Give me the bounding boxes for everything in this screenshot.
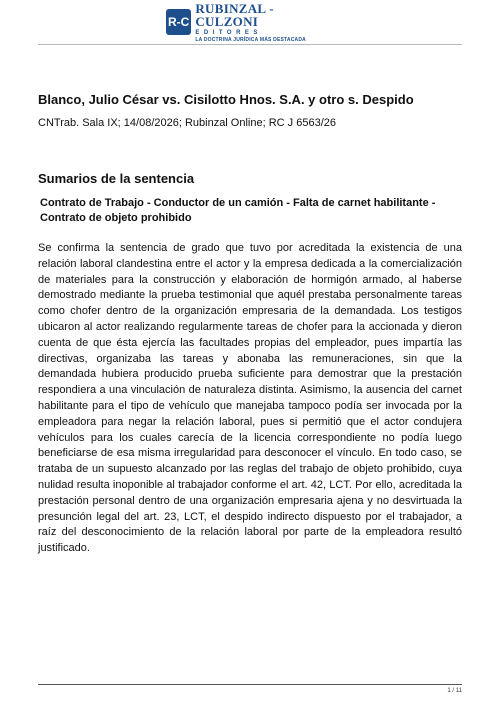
publisher-logo (166, 0, 336, 43)
footer-divider (38, 684, 462, 685)
summary-body: Se confirma la sentencia de grado que tuvo por acreditada la existencia de una relación laboral clandestina entre el actor y la empresa dedicada a la comercialización de materiales para la construcción y elaboración de hormigón armado, al haberse demostrado mediante la prueba testimonial que aquél prestaba personalmente tareas como chofer dentro de la organización empresaria de la demandada. Los testigos ubicaron al actor realizando regularmente tareas de chofer para la accionada y dieron cuenta de que ésta ejercía las facultades propias del empleador, pues impartía las directivas, organizaba las tareas y abonaba las remuneraciones, sin que la demandada hubiera producido prueba suficiente para demostrar que la prestación respondiera a una vinculación de naturaleza distinta. Asimismo, la ausencia del carnet habilitante para el tipo de vehículo que manejaba tampoco podía ser invocada por la empleadora para negar la relación laboral, pues si permitió que el actor condujera vehículos para los cuales carecía de la licencia correspondiente no podía luego beneficiarse de esa misma irregularidad para desconocer el vínculo. En todo caso, se trataba de un supuesto alcanzado por las reglas del trabajo de objeto prohibido, cuya nulidad resulta inoponible al trabajador conforme el art. 42, LCT. Por ello, acreditada la prestación personal dentro de una organización empresaria ajena y no desvirtuada la presunción legal del art. 23, LCT, el despido indirecto dispuesto por el trabajador, a raíz del desconocimiento de la relación laboral por parte de la empleadora resultó justificado. (38, 242, 462, 555)
brand-tagline: LA DOCTRINA JURÍDICA MÁS DESTACADA (195, 36, 306, 43)
brand-subtitle: EDITORES (195, 29, 262, 36)
section-title: Sumarios de la sentencia (38, 171, 195, 186)
logo-monogram-icon: R-C (166, 9, 191, 35)
brand-name: RUBINZAL - CULZONI (195, 0, 274, 29)
page-number: 1 / 11 (447, 688, 462, 694)
page-header (0, 0, 500, 46)
header-divider (38, 44, 462, 45)
case-citation: CNTrab. Sala IX; 14/08/2026; Rubinzal Online; RC J 6563/26 (38, 117, 336, 129)
summary-subject: Contrato de Trabajo - Conductor de un camión - Falta de carnet habilitante - Contrato de objeto prohibido (40, 197, 436, 225)
case-title: Blanco, Julio César vs. Cisilotto Hnos. S.A. y otro s. Despido (38, 92, 414, 107)
